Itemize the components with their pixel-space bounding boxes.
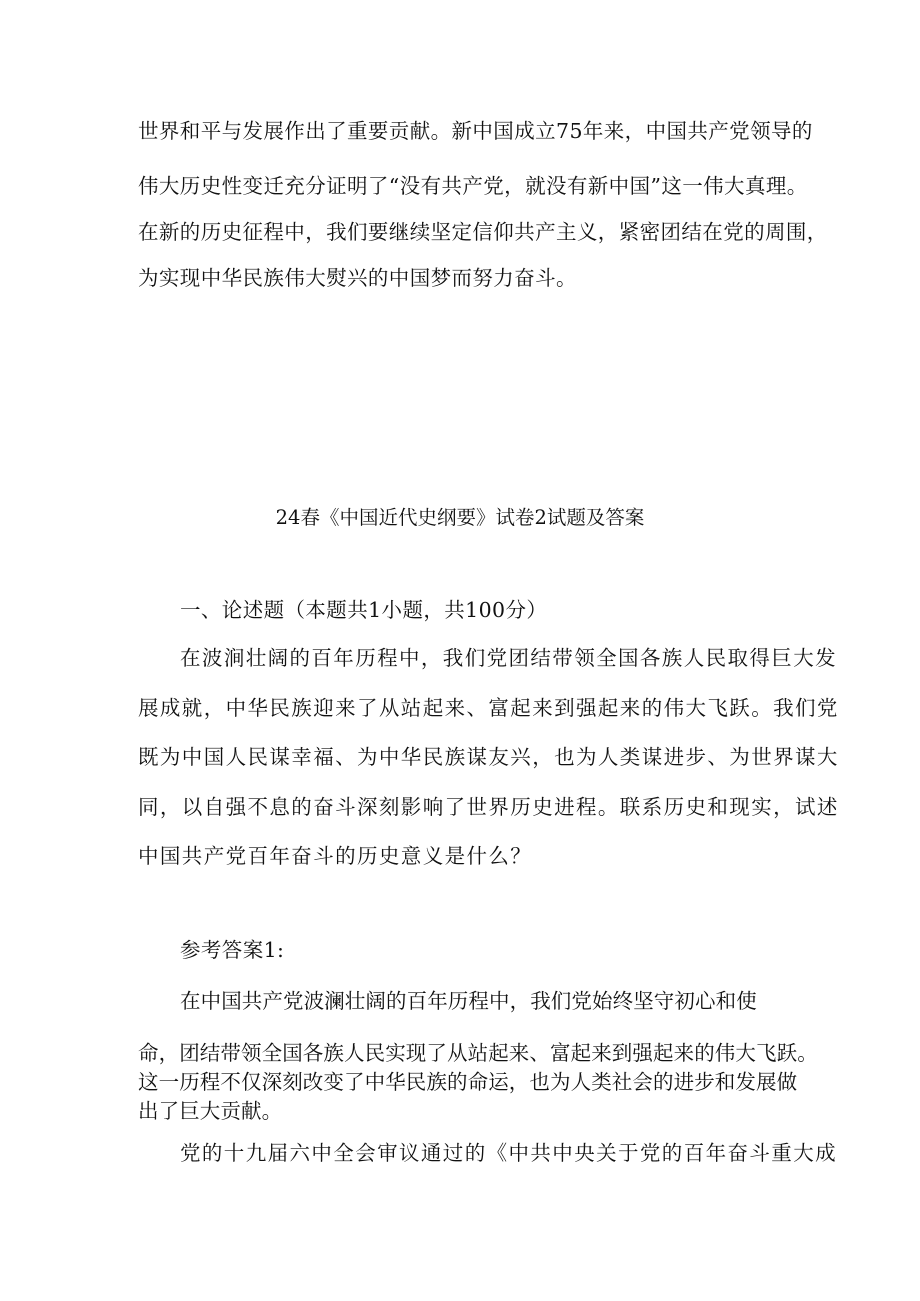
prev-paragraph-line-2: 伟大历史性变迁充分证明了“没有共产党，就没有新中国”这一伟大真理。 [138,174,808,198]
question-line-1: 在波涧壮阔的百年历程中，我们党团结带领全国各族人民取得巨大发 [180,646,837,670]
prev-paragraph-line-3: 在新的历史征程中，我们要继续坚定信仰共产主义，紧密团结在党的周围， [138,220,828,244]
answer-line-2: 命，团结带领全国各族人民实现了从站起来、富起来到强起来的伟大飞跃。 [138,1041,818,1065]
section-heading: 一、论述题（本题共1小题，共100分） [180,598,548,622]
answer-line-5: 党的十九届六中全会审议通过的《中共中央关于党的百年奋斗重大成 [180,1141,837,1165]
question-line-5: 中国共产党百年奋斗的历史意义是什么？ [138,844,533,868]
question-line-2: 展成就，中华民族迎来了从站起来、富起来到强起来的伟大飞跃。我们党 [138,696,839,720]
question-line-3: 既为中国人民谋幸福、为中华民族谋友兴，也为人类谋进步、为世界谋大 [138,745,839,769]
question-line-4: 同，以自强不息的奋斗深刻影响了世界历史进程。联系历史和现实，试述 [138,795,839,819]
prev-paragraph-line-1: 世界和平与发展作出了重要贡献。新中国成立75年来，中国共产党领导的 [138,119,813,143]
answer-line-1: 在中国共产党波澜壮阔的百年历程中，我们党始终坚守初心和使 [180,989,757,1013]
prev-paragraph-line-4: 为实现中华民族伟大熨兴的中国梦而努力奋斗。 [138,266,577,290]
exam-title: 24春《中国近代史纲要》试卷2试题及答案 [275,506,645,529]
answer-line-4: 出了巨大贡献。 [138,1099,283,1123]
answer-label: 参考答案1: [180,938,285,962]
answer-line-3: 这一历程不仅深刻改变了中华民族的命运，也为人类社会的进步和发展做 [138,1070,798,1094]
